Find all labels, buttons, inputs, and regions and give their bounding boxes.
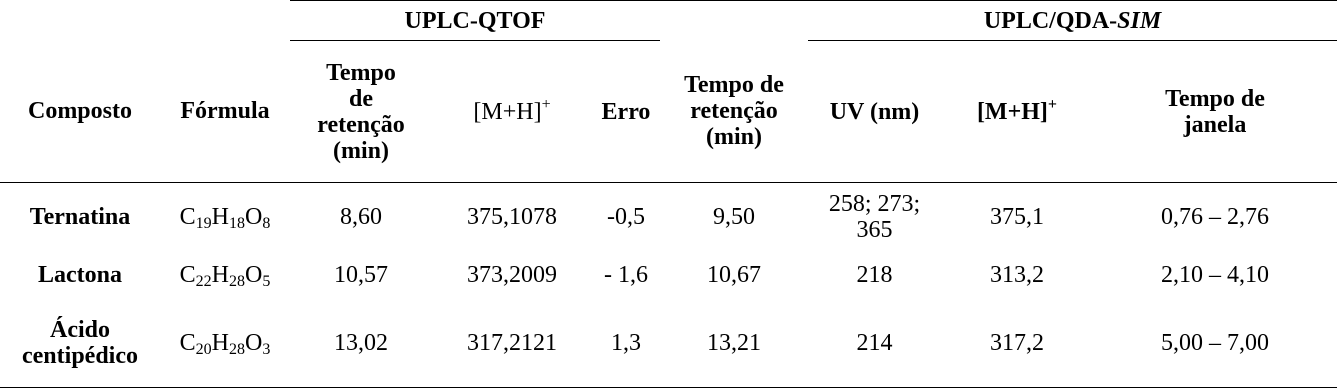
cell-janela: 5,00 – 7,00 xyxy=(1093,299,1337,388)
cell-rt-qtof: 13,02 xyxy=(290,299,432,388)
cell-janela: 0,76 – 2,76 xyxy=(1161,204,1270,230)
formula-count: 28 xyxy=(229,341,245,358)
formula-count: 8 xyxy=(262,215,271,232)
uv-line: 365 xyxy=(856,217,893,243)
col-header-tr-qda-line: retenção xyxy=(690,98,778,125)
col-header-tr-qtof xyxy=(290,41,432,183)
formula-element: O xyxy=(245,330,263,356)
compound-name: Ácido xyxy=(50,317,110,343)
compound-name: centipédico xyxy=(22,343,138,369)
col-header-formula: Fórmula xyxy=(160,41,290,183)
formula-count: 22 xyxy=(195,273,212,290)
table-row xyxy=(0,299,1337,388)
formula-element: H xyxy=(211,262,229,288)
col-header-composto: Composto xyxy=(0,41,160,183)
col-header-tr-qda xyxy=(660,41,808,183)
cell-uv xyxy=(808,299,941,388)
group-label-qtof: UPLC-QTOF xyxy=(404,7,546,34)
cell-composto xyxy=(0,251,160,299)
formula-count: 20 xyxy=(195,341,212,358)
cell-uv xyxy=(808,183,941,252)
formula-count: 28 xyxy=(229,273,245,290)
formula-element: C xyxy=(179,262,196,288)
cell-rt-qda: 10,67 xyxy=(707,262,761,288)
col-header-tr-qda-line: (min) xyxy=(706,124,762,151)
col-header-mh-qda xyxy=(941,41,1093,183)
cell-rt-qtof: 8,60 xyxy=(340,204,382,230)
col-header-tr-qtof-line: (min) xyxy=(333,137,389,164)
formula-element: C xyxy=(179,330,196,356)
cell-rt-qtof: 10,57 xyxy=(334,262,388,288)
mh-label: [M+H] xyxy=(473,98,542,125)
cell-erro: - 1,6 xyxy=(604,262,648,288)
formula-element: O xyxy=(245,262,263,288)
cell-erro: 1,3 xyxy=(592,299,660,388)
cell-mh-qtof: 373,2009 xyxy=(467,262,557,288)
compound-name: Lactona xyxy=(38,262,122,288)
formula-element: C xyxy=(179,204,196,230)
group-header-uplc-qda xyxy=(808,1,1337,41)
col-header-janela-line: janela xyxy=(1183,111,1247,138)
cell-mh-qtof: 317,2121 xyxy=(432,299,592,388)
uv-line: 218 xyxy=(856,262,893,288)
formula-element: H xyxy=(211,204,229,230)
formula-count: 3 xyxy=(262,341,271,358)
table-row xyxy=(0,251,1337,299)
formula-element: O xyxy=(245,204,263,230)
group-header-uplc-qtof xyxy=(290,1,660,41)
group-label-qda-sim: SIM xyxy=(1117,7,1162,34)
cell-mh-qtof: 375,1078 xyxy=(467,204,557,230)
cell-mh-qda: 313,2 xyxy=(990,262,1044,288)
formula-element: H xyxy=(211,330,229,356)
col-header-erro: Erro xyxy=(592,41,660,183)
col-header-uv: UV (nm) xyxy=(808,41,941,183)
formula-count: 18 xyxy=(229,215,245,232)
mh-superscript: + xyxy=(541,95,551,113)
cell-janela: 2,10 – 4,10 xyxy=(1161,262,1270,288)
cell-composto xyxy=(0,183,160,252)
cell-rt-qda: 13,21 xyxy=(660,299,808,388)
cell-mh-qda: 375,1 xyxy=(990,204,1044,230)
cell-formula xyxy=(160,299,290,388)
cell-mh-qda: 317,2 xyxy=(941,299,1093,388)
cell-rt-qda: 9,50 xyxy=(713,204,755,230)
group-header-row xyxy=(0,1,1337,41)
cell-composto xyxy=(0,299,160,388)
group-header-gap xyxy=(660,1,808,41)
group-label-qda: UPLC/QDA- xyxy=(983,7,1118,34)
cell-uv xyxy=(808,251,941,299)
mh-label: [M+H] xyxy=(976,98,1048,125)
column-header-row xyxy=(0,41,1337,183)
uv-line: 258; 273; xyxy=(828,191,921,217)
cell-formula xyxy=(160,251,290,299)
cell-formula xyxy=(160,183,290,252)
compound-name: Ternatina xyxy=(29,204,131,230)
uv-line: 214 xyxy=(856,330,893,356)
cell-erro: -0,5 xyxy=(607,204,645,230)
col-header-mh-qtof xyxy=(432,41,592,183)
formula-count: 5 xyxy=(262,273,271,290)
col-header-janela-line: Tempo de xyxy=(1165,85,1265,112)
col-header-janela xyxy=(1093,41,1337,183)
formula-count: 19 xyxy=(195,215,212,232)
mh-superscript: + xyxy=(1047,95,1058,113)
table-row xyxy=(0,183,1337,252)
col-header-tr-qtof-line: retenção xyxy=(317,111,405,138)
group-header-empty xyxy=(0,1,290,41)
col-header-tr-qda-line: Tempo de xyxy=(684,72,784,99)
col-header-tr-qtof-line: de xyxy=(349,85,373,112)
col-header-tr-qtof-line: Tempo xyxy=(326,59,396,86)
